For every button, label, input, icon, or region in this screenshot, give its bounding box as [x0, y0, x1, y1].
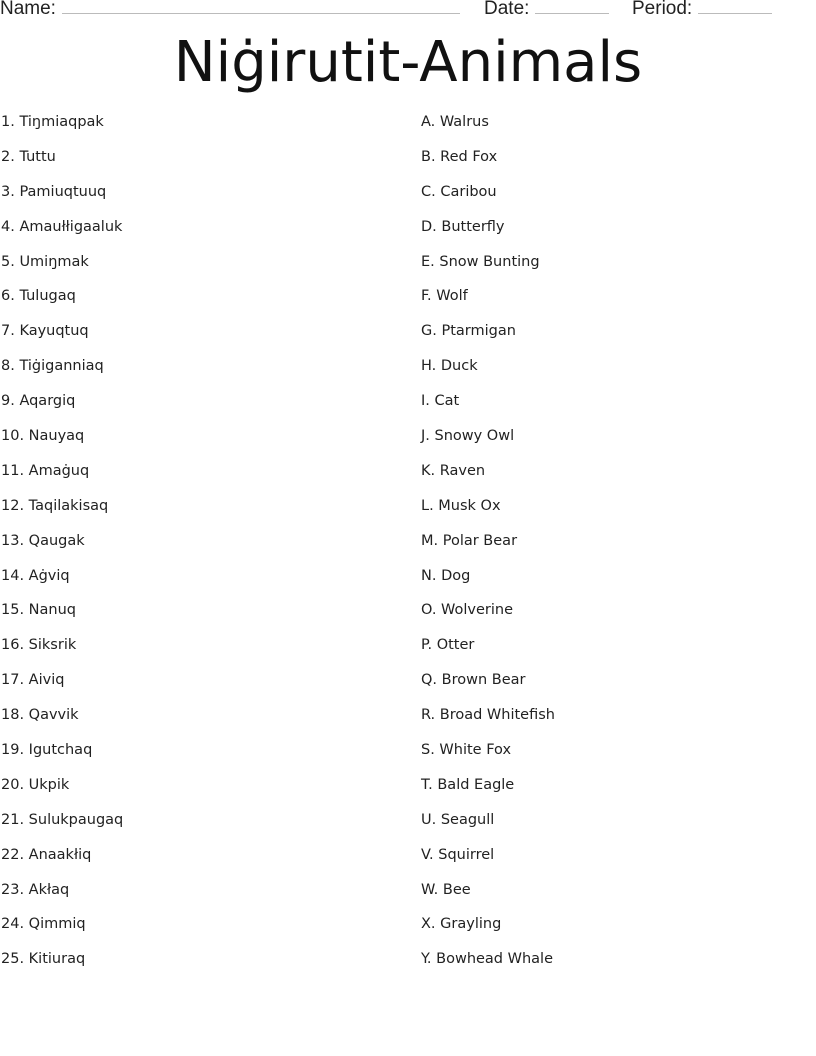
term-item: 6. Tulugaq	[1, 288, 76, 305]
term-item: 5. Umiŋmak	[1, 253, 89, 270]
definition-item: A. Walrus	[421, 114, 489, 130]
definition-item: E. Snow Bunting	[421, 253, 540, 270]
definition-item: L. Musk Ox	[421, 497, 501, 514]
definition-item: C. Caribou	[421, 183, 497, 200]
term-item: 10. Nauyaq	[1, 428, 85, 445]
term-item: 21. Sulukpaugaq	[1, 811, 124, 828]
definition-item: J. Snowy Owl	[421, 428, 515, 445]
worksheet-header	[0, 0, 816, 24]
term-item: 25. Kitiuraq	[1, 951, 86, 968]
term-item: 2. Tuttu	[1, 148, 56, 165]
term-item: 18. Qavvik	[1, 707, 79, 724]
term-item: 11. Amaġuq	[1, 462, 90, 479]
term-item: 20. Ukpik	[1, 776, 70, 793]
term-item: 13. Qaugak	[1, 532, 85, 549]
definition-item: W. Bee	[421, 881, 471, 898]
name-blank-line[interactable]	[62, 0, 460, 14]
term-item: 7. Kayuqtuq	[1, 323, 89, 340]
definition-item: I. Cat	[421, 393, 460, 410]
definition-item: D. Butterfly	[421, 218, 505, 235]
definition-item: R. Broad Whitefish	[421, 707, 555, 724]
term-item: 17. Aiviq	[1, 672, 65, 689]
definition-item: Y. Bowhead Whale	[421, 951, 553, 968]
term-item: 22. Anaakłiq	[1, 846, 92, 863]
definition-item: M. Polar Bear	[421, 532, 518, 549]
term-item: 4. Amaułłigaaluk	[1, 218, 123, 235]
definition-item: F. Wolf	[421, 288, 468, 305]
definition-item: V. Squirrel	[421, 846, 495, 863]
definitions-column	[421, 112, 555, 984]
date-label: Date:	[484, 0, 530, 19]
name-field	[0, 0, 460, 20]
definition-item: X. Grayling	[421, 916, 502, 933]
definition-item: P. Otter	[421, 637, 475, 654]
term-item: 9. Aqargiq	[1, 393, 76, 410]
period-label: Period:	[632, 0, 693, 19]
term-item: 23. Akłaq	[1, 881, 70, 898]
definition-item: S. White Fox	[421, 742, 512, 759]
period-field	[632, 0, 772, 20]
definition-item: Q. Brown Bear	[421, 672, 526, 689]
term-item: 15. Nanuq	[1, 602, 76, 619]
term-item: 3. Pamiuqtuuq	[1, 183, 107, 200]
definition-item: H. Duck	[421, 358, 478, 375]
date-field	[484, 0, 609, 20]
term-item: 19. Igutchaq	[1, 742, 93, 759]
definition-item: O. Wolverine	[421, 602, 514, 619]
term-item: 1. Tiŋmiaqpak	[1, 114, 104, 130]
term-item: 8. Tiġiganniaq	[1, 358, 104, 375]
page-title: Niġirutit-Animals	[173, 30, 643, 95]
term-item: 16. Siksrik	[1, 637, 77, 654]
term-item: 24. Qimmiq	[1, 916, 86, 933]
term-item: 14. Aġviq	[1, 567, 70, 584]
definition-item: G. Ptarmigan	[421, 323, 516, 340]
definition-item: U. Seagull	[421, 811, 495, 828]
date-blank-line[interactable]	[535, 0, 609, 14]
definition-item: B. Red Fox	[421, 148, 498, 165]
terms-column	[1, 112, 123, 984]
period-blank-line[interactable]	[698, 0, 772, 14]
term-item: 12. Taqilakisaq	[1, 497, 109, 514]
name-label: Name:	[0, 0, 56, 19]
definition-item: N. Dog	[421, 567, 471, 584]
definition-item: T. Bald Eagle	[421, 776, 515, 793]
definition-item: K. Raven	[421, 462, 486, 479]
